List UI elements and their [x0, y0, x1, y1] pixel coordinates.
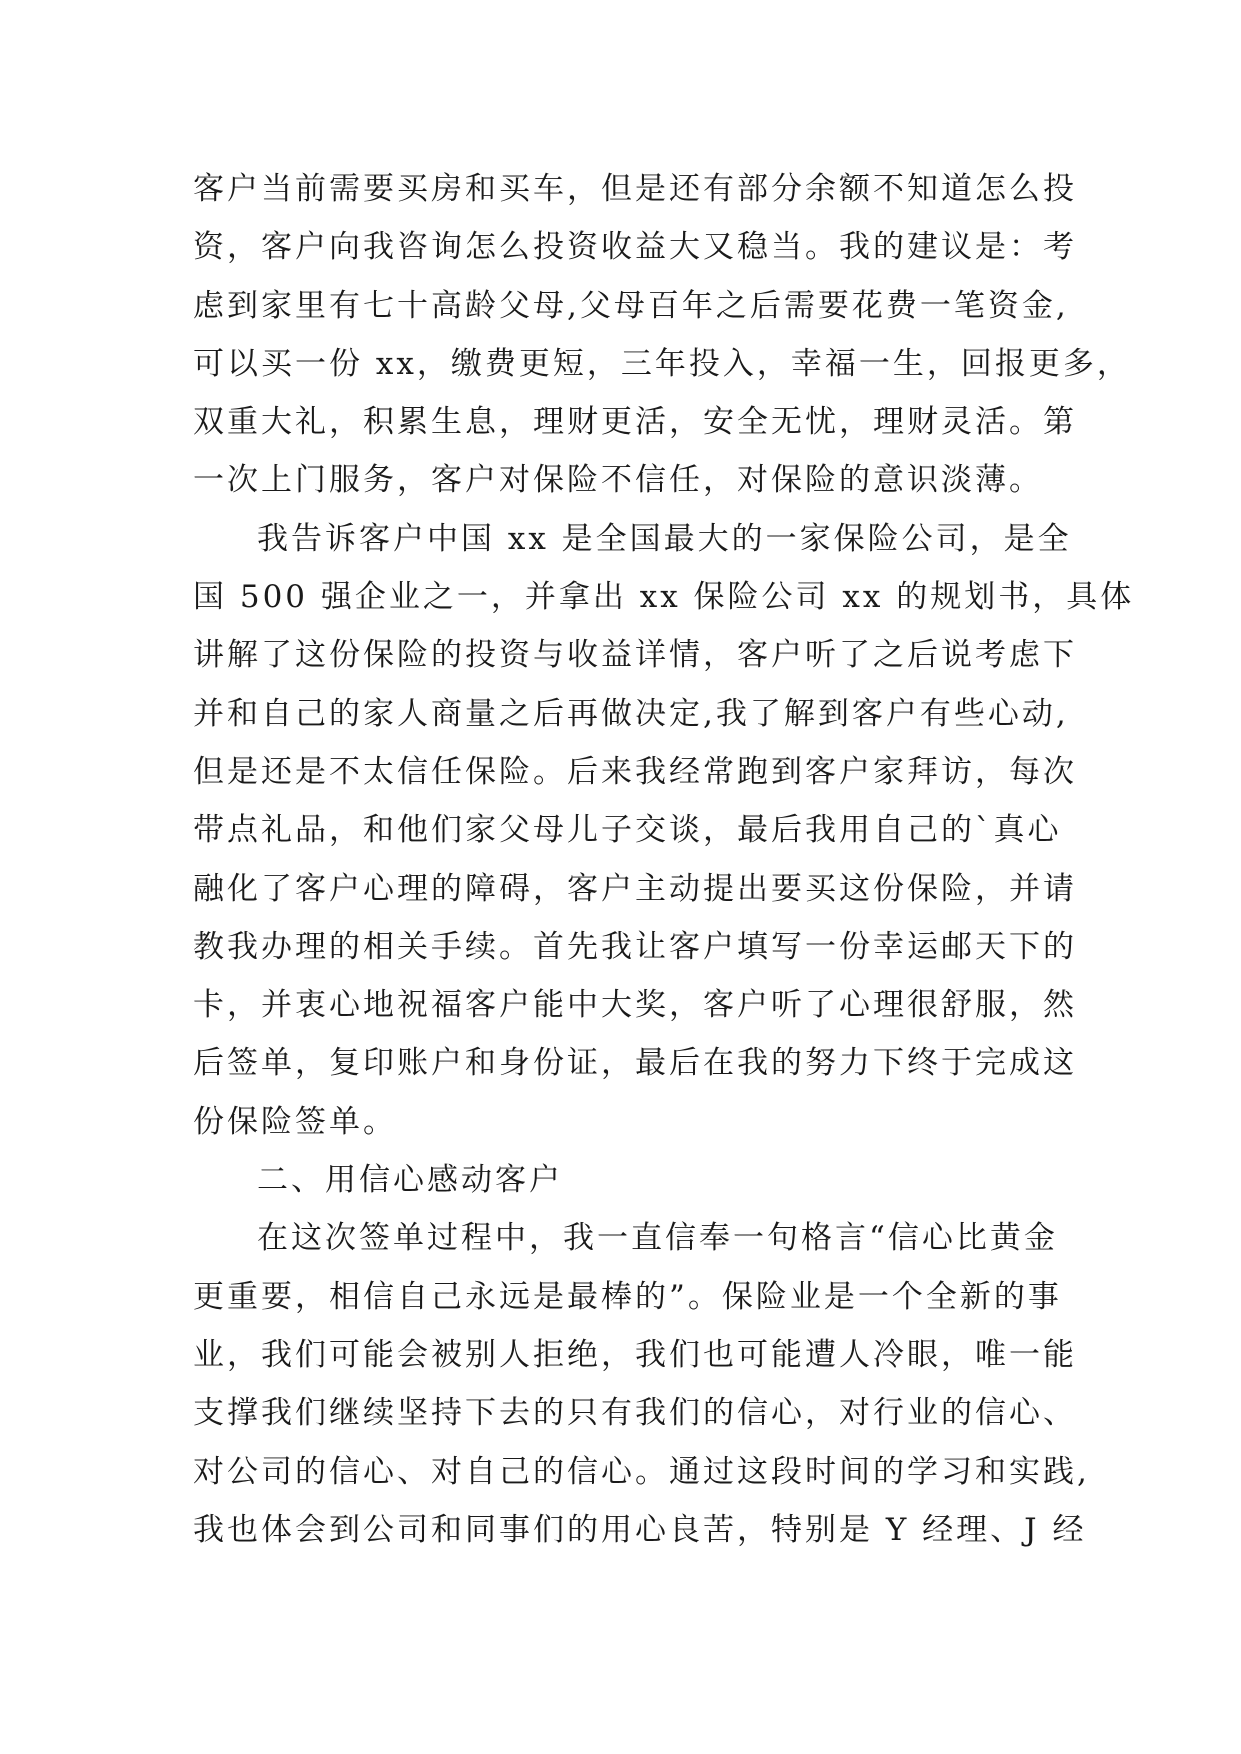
- text-line: 卡，并衷心地祝福客户能中大奖，客户听了心理很舒服，然: [193, 987, 1077, 1024]
- text-line: 双重大礼，积累生息，理财更活，安全无忧，理财灵活。第: [193, 404, 1077, 441]
- text-line: 可以买一份 xx，缴费更短，三年投入，幸福一生，回报更多，: [193, 345, 1131, 382]
- body-text: [193, 160, 1135, 1559]
- text-line: 并和自己的家人商量之后再做决定,我了解到客户有些心动,: [193, 695, 1069, 732]
- text-line: 我也体会到公司和同事们的用心良苦，特别是 Y 经理、J 经: [193, 1511, 1087, 1548]
- text-line-first: 我告诉客户中国 xx 是全国最大的一家保险公司，是全: [257, 520, 1072, 557]
- text-line: 带点礼品，和他们家父母儿子交谈，最后我用自己的`真心: [193, 812, 1062, 849]
- text-line: 教我办理的相关手续。首先我让客户填写一份幸运邮天下的: [193, 928, 1077, 965]
- text-line: 虑到家里有七十高龄父母,父母百年之后需要花费一笔资金,: [193, 287, 1069, 324]
- text-line: 支撑我们继续坚持下去的只有我们的信心，对行业的信心、: [193, 1395, 1077, 1432]
- paragraph-investment-advice: [193, 160, 1131, 510]
- text-line: 业，我们可能会被别人拒绝，我们也可能遭人冷眼，唯一能: [193, 1336, 1077, 1373]
- text-line: 对公司的信心、对自己的信心。通过这段时间的学习和实践,: [193, 1453, 1090, 1490]
- section-heading-confidence: [193, 1151, 1093, 1209]
- text-line: 但是还是不太信任保险。后来我经常跑到客户家拜访，每次: [193, 753, 1077, 790]
- text-line: 融化了客户心理的障碍，客户主动提出要买这份保险，并请: [193, 870, 1077, 907]
- text-line: 份保险签单。: [193, 1103, 397, 1140]
- paragraph-confidence: [193, 1209, 1093, 1559]
- text-line: 国 500 强企业之一，并拿出 xx 保险公司 xx 的规划书，具体: [193, 579, 1135, 616]
- text-line: 后签单，复印账户和身份证，最后在我的努力下终于完成这: [193, 1045, 1077, 1082]
- text-line: 一次上门服务，客户对保险不信任，对保险的意识淡薄。: [193, 462, 1043, 499]
- text-line: 资，客户向我咨询怎么投资收益大又稳当。我的建议是：考: [193, 229, 1077, 266]
- text-line: 讲解了这份保险的投资与收益详情，客户听了之后说考虑下: [193, 637, 1077, 674]
- section-heading: 二、用信心感动客户: [257, 1162, 563, 1199]
- text-line: 更重要，相信自己永远是最棒的”。保险业是一个全新的事: [193, 1278, 1062, 1315]
- text-line: 客户当前需要买房和买车，但是还有部分余额不知道怎么投: [193, 171, 1077, 207]
- paragraph-customer-visit: [193, 510, 1135, 1151]
- text-line-first: 在这次签单过程中，我一直信奉一句格言“信心比黄金: [257, 1220, 1058, 1257]
